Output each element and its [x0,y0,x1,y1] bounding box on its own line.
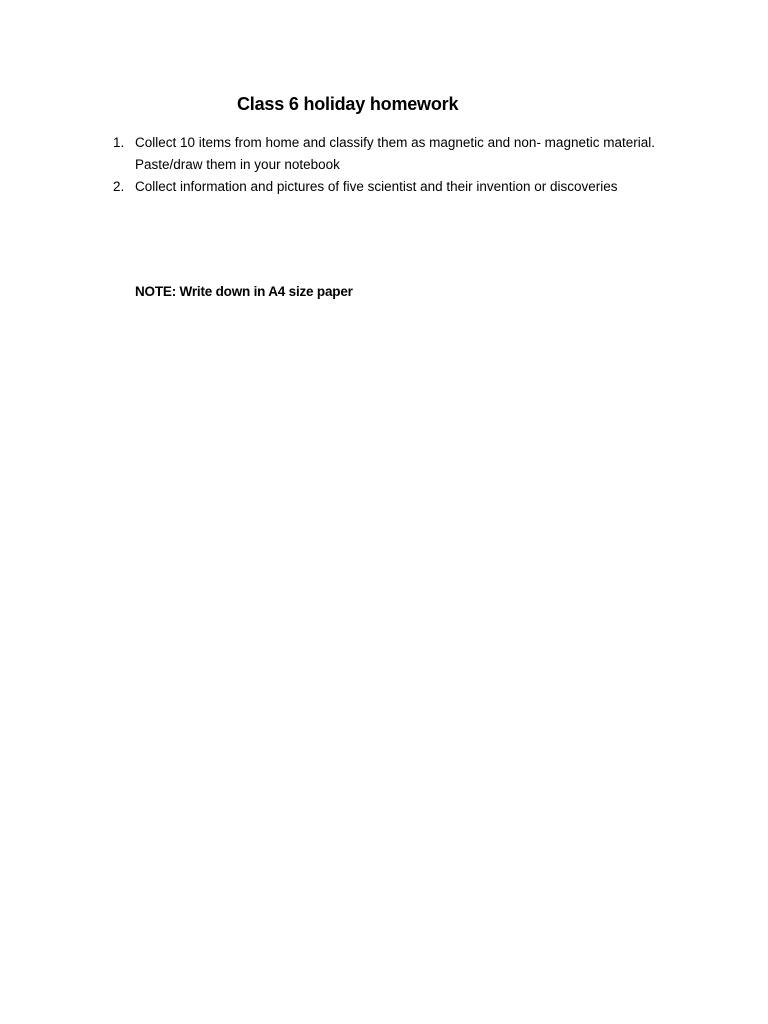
note-text: NOTE: Write down in A4 size paper [135,284,353,299]
page-title: Class 6 holiday homework [237,94,459,114]
list-item [0,132,768,176]
list-item-number: 2. [113,179,125,194]
list-item-text: Collect information and pictures of five scientist and their invention or discoveries [135,179,618,194]
list-item [0,176,768,198]
list-item-number: 1. [113,135,125,150]
homework-list [0,132,768,198]
list-item-text: Collect 10 items from home and classify them as magnetic and non- magnetic material. Paste/draw them in your notebook [135,135,655,172]
